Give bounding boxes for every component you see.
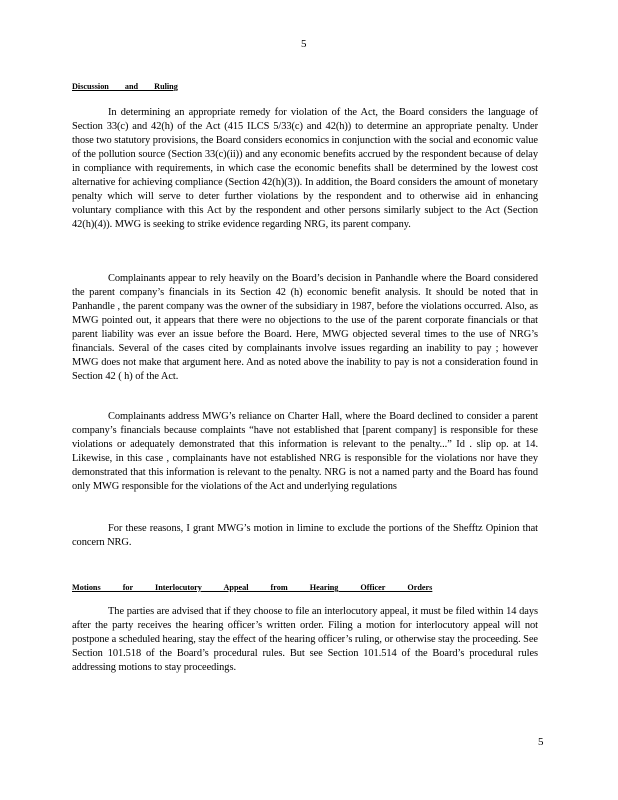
page-number-bottom: 5: [538, 736, 544, 748]
paragraph-charter-hall: Complainants address MWG’s reliance on Charter Hall, where the Board declined to consider a parent company’s financials because complaints “have not established that [parent company] is responsible for these violations or adequately demonstrated that this information is relevant to the penalty...” Id . slip op. at 14. Likewise, in this case , complainants have not established NRG is responsible for the violations nor have they demonstrated that this information is relevant to the penalty. NRG is not a named party and the Board has found only MWG responsible for the violations of the Act and underlying regulations: [72, 411, 538, 492]
section-heading-interlocutory-appeal: Motions for Interlocutory Appeal from Hearing Officer Orders: [72, 583, 433, 592]
paragraph-panhandle: Complainants appear to rely heavily on the Board’s decision in Panhandle where the Board considered the parent company’s financials in its Section 42 (h) economic benefit analysis. It should be noted that in Panhandle , the parent company was the owner of the subsidiary in 1987, before the violations occurred. Also, as MWG pointed out, it appears that there were no objections to the use of the parent corporate financials or that parent liability was ever an issue before the Board. Here, MWG objected several times to the use of NRG’s financials. Several of the cases cited by complainants involve issues regarding an inability to pay ; however MWG does not make that argument here. And as noted above the inability to pay is not a consideration found in Section 42 ( h) of the Act.: [72, 273, 538, 382]
paragraph-appeal-notice: The parties are advised that if they choose to file an interlocutory appeal, it must be filed within 14 days after the party receives the hearing officer’s written order. Filing a motion for interlocutory appeal will not postpone a scheduled hearing, stay the effect of the hearing officer’s ruling, or otherwise stay the proceeding. See Section 101.518 of the Board’s procedural rules. But see Section 101.514 of the Board’s procedural rules addressing motions to stay proceedings.: [72, 606, 538, 673]
section-heading-discussion: Discussion and Ruling: [72, 82, 178, 91]
paragraph-ruling: For these reasons, I grant MWG’s motion in limine to exclude the portions of the Shefftz Opinion that concern NRG.: [72, 523, 538, 548]
paragraph-penalty-analysis: In determining an appropriate remedy for violation of the Act, the Board considers the language of Section 33(c) and 42(h) of the Act (415 ILCS 5/33(c) and 42(h)) to determine an appropriate penalty. Under those two statutory provisions, the Board considers economics in conjunction with the social and economic value of the pollution source (Section 33(c)(ii)) and any economic benefits accrued by the respondent because of delay in compliance with requirements, in which case the economic benefits shall be determined by the lowest cost alternative for achieving compliance (Section 42(h)(3)). In addition, the Board considers the amount of monetary penalty which will serve to deter further violations by the respondent and to otherwise aid in enhancing voluntary compliance with this Act by the respondent and other persons similarly subject to the Act (Section 42(h)(4)). MWG is seeking to strike evidence regarding NRG, its parent company.: [72, 107, 538, 230]
page-number-top: 5: [301, 38, 307, 50]
